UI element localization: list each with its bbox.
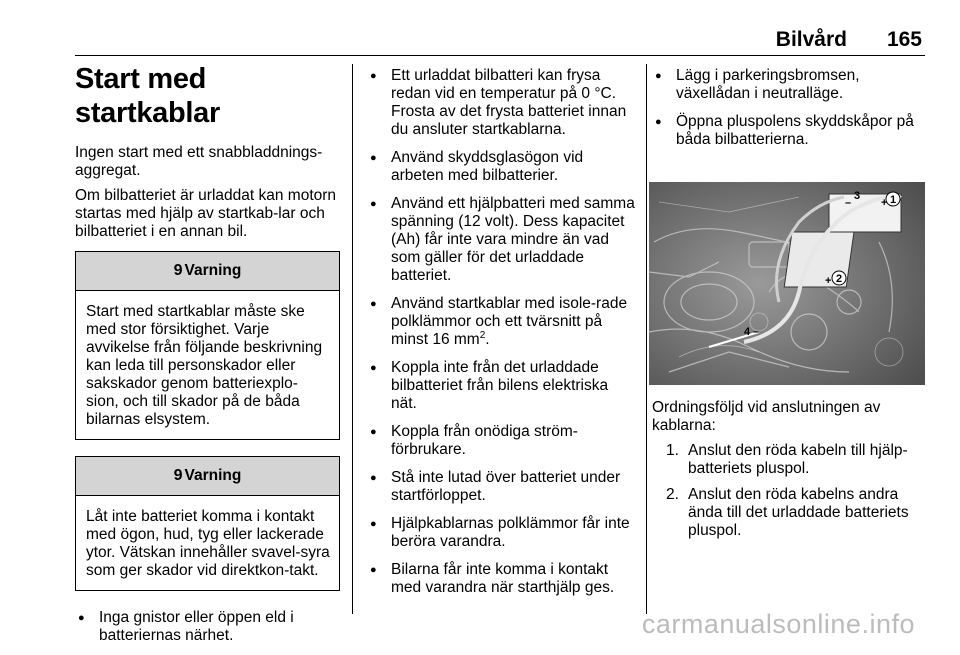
intro-paragraph-1: Ingen start med ett snabbladdnings-aggregat. bbox=[75, 144, 323, 179]
list-item: ● Använd skyddsglasögon vid arbeten med bilbatterier. bbox=[367, 149, 635, 185]
list-item: ● Bilarna får inte komma i kontakt med varandra när starthjälp ges. bbox=[367, 561, 635, 597]
callout-2: 2 bbox=[835, 273, 843, 285]
bullet-list-col3 bbox=[652, 67, 927, 149]
bullet-list-col2 bbox=[367, 67, 635, 597]
warning-text: Start med startkablar måste ske med stor försiktighet. Varje avvikelse från följande beskrivning kan leda till personskador eller sakskador genom batteriexplo-sion, och till skador på de båda bilarnas elsystem. bbox=[86, 303, 323, 428]
list-item: ● Inga gnistor eller öppen eld i batteriernas närhet. bbox=[75, 609, 340, 645]
sign-plus-2: + bbox=[825, 275, 832, 287]
list-item: ● Koppla från onödiga ström-förbrukare. bbox=[367, 423, 635, 459]
section-title: Start med startkablar bbox=[75, 63, 220, 129]
step-item bbox=[652, 442, 927, 478]
list-item: ● Använd startkablar med isole-rade polklämmor och ett tvärsnitt på minst 16 $mm^2$. bbox=[367, 295, 635, 349]
column-2 bbox=[367, 67, 635, 607]
warning-header bbox=[76, 457, 339, 496]
column-divider-1 bbox=[352, 64, 353, 614]
steps-list bbox=[652, 442, 927, 540]
superscript: 2 bbox=[479, 329, 486, 341]
list-item: ● Använd ett hjälpbatteri med samma spänning (12 volt). Dess kapacitet (Ah) får inte vara mindre än vad som gäller för det urladdade batteriet. bbox=[367, 195, 635, 285]
header-rule bbox=[75, 55, 925, 56]
callout-3: 3 bbox=[854, 190, 861, 202]
warning-label: Varning bbox=[184, 467, 242, 484]
warning-symbol-icon: 9 bbox=[173, 262, 183, 279]
engine-bay-illustration bbox=[649, 182, 925, 385]
list-item: ● Koppla inte från det urladdade bilbatteriet från bilens elektriska nät. bbox=[367, 359, 635, 413]
column-3 bbox=[652, 67, 927, 548]
warning-symbol-icon: 9 bbox=[173, 467, 183, 484]
list-item: ● Ett urladdat bilbatteri kan frysa redan vid en temperatur på 0 °C. Frosta av det frysta batteriet innan du ansluter startkablarna. bbox=[367, 67, 635, 139]
warning-box-1 bbox=[75, 251, 340, 440]
warning-label: Varning bbox=[184, 262, 242, 279]
jump-start-diagram-icon bbox=[649, 182, 925, 385]
list-item-text: Använd startkablar med isole-rade polklämmor och ett tvärsnitt på minst 16 mm bbox=[391, 295, 628, 348]
step-text: Anslut den röda kabeln till hjälp-batteriets pluspol. bbox=[688, 442, 908, 477]
callout-1: 1 bbox=[889, 194, 897, 206]
running-header-title: Bilvård bbox=[775, 28, 847, 51]
watermark: carmanualsonline.info bbox=[641, 609, 915, 639]
warning-header bbox=[76, 252, 339, 291]
bullet-list-col1 bbox=[75, 609, 340, 645]
column-divider-2 bbox=[646, 64, 647, 614]
sign-minus-3: – bbox=[845, 197, 852, 209]
list-item: ● Öppna pluspolens skyddskåpor på båda bilbatterierna. bbox=[652, 113, 927, 149]
sign-minus-4: – bbox=[753, 326, 760, 338]
step-number: 1. bbox=[666, 442, 679, 459]
column-1 bbox=[75, 62, 340, 655]
warning-text: Låt inte batteriet komma i kontakt med ögon, hud, tyg eller lackerade ytor. Vätskan innehåller svavel-syra som ger skador vid direktkon-takt. bbox=[86, 508, 330, 579]
step-number: 2. bbox=[666, 486, 679, 503]
list-item: ● Hjälpkablarnas polklämmor får inte beröra varandra. bbox=[367, 515, 635, 551]
step-item bbox=[652, 486, 927, 540]
intro-paragraph-2: Om bilbatteriet är urladdat kan motorn startas med hjälp av startkab-lar och bilbatteriet i en annan bil. bbox=[75, 187, 337, 240]
callout-4: 4 bbox=[744, 326, 751, 338]
sequence-intro: Ordningsföljd vid anslutningen av kablarna: bbox=[652, 399, 881, 434]
page-number: 165 bbox=[886, 28, 922, 51]
list-item: ● Stå inte lutad över batteriet under startförloppet. bbox=[367, 469, 635, 505]
list-item: ● Lägg i parkeringsbromsen, växellådan i neutralläge. bbox=[652, 67, 927, 103]
step-text: Anslut den röda kabelns andra ända till det urladdade batteriets pluspol. bbox=[688, 486, 909, 539]
warning-box-2 bbox=[75, 456, 340, 591]
sign-plus-1: + bbox=[881, 197, 888, 209]
